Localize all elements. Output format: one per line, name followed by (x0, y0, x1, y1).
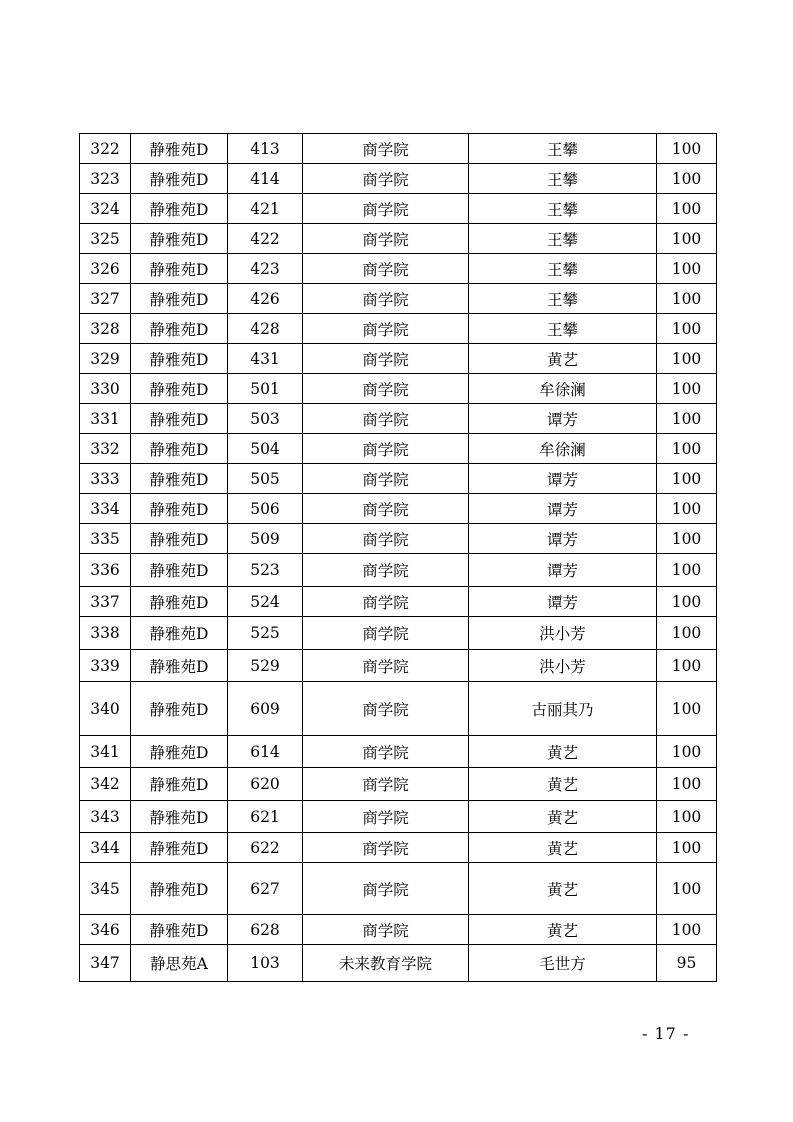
room-cell: 524 (228, 587, 303, 617)
row-number-cell: 326 (80, 254, 131, 284)
person-cell: 王攀 (469, 284, 657, 314)
college-cell: 商学院 (303, 194, 469, 224)
person-cell: 王攀 (469, 224, 657, 254)
score-cell: 100 (657, 768, 717, 801)
building-cell: 静思苑A (131, 945, 228, 982)
score-cell: 100 (657, 284, 717, 314)
college-cell: 商学院 (303, 224, 469, 254)
college-cell: 商学院 (303, 344, 469, 374)
row-number-cell: 327 (80, 284, 131, 314)
person-cell: 牟徐澜 (469, 374, 657, 404)
row-number-cell: 330 (80, 374, 131, 404)
person-cell: 黄艺 (469, 736, 657, 768)
college-cell: 商学院 (303, 314, 469, 344)
score-table-body (80, 134, 717, 982)
table-row (80, 314, 717, 344)
table-row (80, 434, 717, 464)
person-cell: 黄艺 (469, 768, 657, 801)
building-cell: 静雅苑D (131, 344, 228, 374)
room-cell: 621 (228, 801, 303, 833)
college-cell: 商学院 (303, 494, 469, 524)
person-cell: 谭芳 (469, 494, 657, 524)
table-row (80, 587, 717, 617)
college-cell: 商学院 (303, 650, 469, 682)
score-cell: 100 (657, 254, 717, 284)
college-cell: 商学院 (303, 434, 469, 464)
college-cell: 商学院 (303, 915, 469, 945)
college-cell: 商学院 (303, 801, 469, 833)
person-cell: 洪小芳 (469, 617, 657, 650)
college-cell: 商学院 (303, 134, 469, 164)
table-row (80, 254, 717, 284)
building-cell: 静雅苑D (131, 194, 228, 224)
person-cell: 王攀 (469, 194, 657, 224)
row-number-cell: 334 (80, 494, 131, 524)
college-cell: 商学院 (303, 587, 469, 617)
table-row (80, 554, 717, 587)
row-number-cell: 325 (80, 224, 131, 254)
table-row (80, 164, 717, 194)
row-number-cell: 331 (80, 404, 131, 434)
table-row (80, 650, 717, 682)
score-cell: 100 (657, 554, 717, 587)
room-cell: 506 (228, 494, 303, 524)
score-cell: 100 (657, 224, 717, 254)
person-cell: 黄艺 (469, 801, 657, 833)
building-cell: 静雅苑D (131, 650, 228, 682)
room-cell: 505 (228, 464, 303, 494)
score-cell: 100 (657, 314, 717, 344)
room-cell: 529 (228, 650, 303, 682)
building-cell: 静雅苑D (131, 374, 228, 404)
room-cell: 503 (228, 404, 303, 434)
college-cell: 商学院 (303, 617, 469, 650)
row-number-cell: 332 (80, 434, 131, 464)
room-cell: 609 (228, 682, 303, 736)
college-cell: 商学院 (303, 682, 469, 736)
score-cell: 100 (657, 863, 717, 915)
score-cell: 100 (657, 650, 717, 682)
room-cell: 422 (228, 224, 303, 254)
row-number-cell: 338 (80, 617, 131, 650)
table-row (80, 524, 717, 554)
building-cell: 静雅苑D (131, 833, 228, 863)
score-cell: 100 (657, 736, 717, 768)
college-cell: 商学院 (303, 768, 469, 801)
college-cell: 商学院 (303, 464, 469, 494)
table-row (80, 224, 717, 254)
row-number-cell: 322 (80, 134, 131, 164)
score-cell: 100 (657, 404, 717, 434)
row-number-cell: 342 (80, 768, 131, 801)
room-cell: 413 (228, 134, 303, 164)
row-number-cell: 335 (80, 524, 131, 554)
building-cell: 静雅苑D (131, 801, 228, 833)
person-cell: 王攀 (469, 164, 657, 194)
table-row (80, 863, 717, 915)
table-row (80, 134, 717, 164)
row-number-cell: 336 (80, 554, 131, 587)
score-cell: 100 (657, 374, 717, 404)
score-cell: 95 (657, 945, 717, 982)
score-cell: 100 (657, 833, 717, 863)
score-cell: 100 (657, 617, 717, 650)
building-cell: 静雅苑D (131, 254, 228, 284)
table-row (80, 284, 717, 314)
score-cell: 100 (657, 134, 717, 164)
room-cell: 622 (228, 833, 303, 863)
score-table (79, 133, 717, 982)
building-cell: 静雅苑D (131, 224, 228, 254)
table-row (80, 194, 717, 224)
table-row (80, 494, 717, 524)
building-cell: 静雅苑D (131, 587, 228, 617)
building-cell: 静雅苑D (131, 524, 228, 554)
score-cell: 100 (657, 434, 717, 464)
row-number-cell: 343 (80, 801, 131, 833)
score-cell: 100 (657, 682, 717, 736)
building-cell: 静雅苑D (131, 464, 228, 494)
room-cell: 614 (228, 736, 303, 768)
table-row (80, 464, 717, 494)
row-number-cell: 340 (80, 682, 131, 736)
table-row (80, 801, 717, 833)
building-cell: 静雅苑D (131, 915, 228, 945)
row-number-cell: 323 (80, 164, 131, 194)
table-row (80, 344, 717, 374)
college-cell: 商学院 (303, 736, 469, 768)
person-cell: 谭芳 (469, 464, 657, 494)
person-cell: 黄艺 (469, 863, 657, 915)
table-row (80, 404, 717, 434)
building-cell: 静雅苑D (131, 314, 228, 344)
row-number-cell: 324 (80, 194, 131, 224)
college-cell: 未来教育学院 (303, 945, 469, 982)
college-cell: 商学院 (303, 863, 469, 915)
college-cell: 商学院 (303, 284, 469, 314)
room-cell: 523 (228, 554, 303, 587)
room-cell: 525 (228, 617, 303, 650)
person-cell: 黄艺 (469, 915, 657, 945)
room-cell: 509 (228, 524, 303, 554)
row-number-cell: 329 (80, 344, 131, 374)
college-cell: 商学院 (303, 404, 469, 434)
table-row (80, 915, 717, 945)
college-cell: 商学院 (303, 374, 469, 404)
person-cell: 牟徐澜 (469, 434, 657, 464)
person-cell: 谭芳 (469, 554, 657, 587)
table-row (80, 374, 717, 404)
building-cell: 静雅苑D (131, 682, 228, 736)
score-cell: 100 (657, 587, 717, 617)
building-cell: 静雅苑D (131, 404, 228, 434)
person-cell: 谭芳 (469, 404, 657, 434)
room-cell: 627 (228, 863, 303, 915)
room-cell: 103 (228, 945, 303, 982)
score-cell: 100 (657, 494, 717, 524)
score-cell: 100 (657, 194, 717, 224)
table-row (80, 833, 717, 863)
building-cell: 静雅苑D (131, 164, 228, 194)
row-number-cell: 345 (80, 863, 131, 915)
score-cell: 100 (657, 801, 717, 833)
score-cell: 100 (657, 915, 717, 945)
table-row (80, 736, 717, 768)
room-cell: 423 (228, 254, 303, 284)
row-number-cell: 339 (80, 650, 131, 682)
building-cell: 静雅苑D (131, 863, 228, 915)
row-number-cell: 341 (80, 736, 131, 768)
person-cell: 洪小芳 (469, 650, 657, 682)
score-cell: 100 (657, 524, 717, 554)
building-cell: 静雅苑D (131, 554, 228, 587)
table-row (80, 945, 717, 982)
person-cell: 谭芳 (469, 587, 657, 617)
person-cell: 黄艺 (469, 344, 657, 374)
building-cell: 静雅苑D (131, 768, 228, 801)
row-number-cell: 333 (80, 464, 131, 494)
building-cell: 静雅苑D (131, 284, 228, 314)
building-cell: 静雅苑D (131, 134, 228, 164)
person-cell: 王攀 (469, 314, 657, 344)
college-cell: 商学院 (303, 254, 469, 284)
college-cell: 商学院 (303, 524, 469, 554)
row-number-cell: 347 (80, 945, 131, 982)
person-cell: 谭芳 (469, 524, 657, 554)
room-cell: 620 (228, 768, 303, 801)
person-cell: 王攀 (469, 254, 657, 284)
person-cell: 毛世方 (469, 945, 657, 982)
room-cell: 628 (228, 915, 303, 945)
score-cell: 100 (657, 164, 717, 194)
building-cell: 静雅苑D (131, 617, 228, 650)
college-cell: 商学院 (303, 164, 469, 194)
college-cell: 商学院 (303, 833, 469, 863)
score-cell: 100 (657, 344, 717, 374)
row-number-cell: 346 (80, 915, 131, 945)
room-cell: 426 (228, 284, 303, 314)
building-cell: 静雅苑D (131, 494, 228, 524)
person-cell: 古丽其乃 (469, 682, 657, 736)
score-cell: 100 (657, 464, 717, 494)
building-cell: 静雅苑D (131, 736, 228, 768)
table-row (80, 768, 717, 801)
row-number-cell: 344 (80, 833, 131, 863)
row-number-cell: 337 (80, 587, 131, 617)
row-number-cell: 328 (80, 314, 131, 344)
page-number: - 17 - (642, 1024, 690, 1043)
room-cell: 428 (228, 314, 303, 344)
college-cell: 商学院 (303, 554, 469, 587)
table-row (80, 682, 717, 736)
person-cell: 黄艺 (469, 833, 657, 863)
table-row (80, 617, 717, 650)
room-cell: 504 (228, 434, 303, 464)
room-cell: 414 (228, 164, 303, 194)
building-cell: 静雅苑D (131, 434, 228, 464)
person-cell: 王攀 (469, 134, 657, 164)
room-cell: 421 (228, 194, 303, 224)
room-cell: 501 (228, 374, 303, 404)
room-cell: 431 (228, 344, 303, 374)
